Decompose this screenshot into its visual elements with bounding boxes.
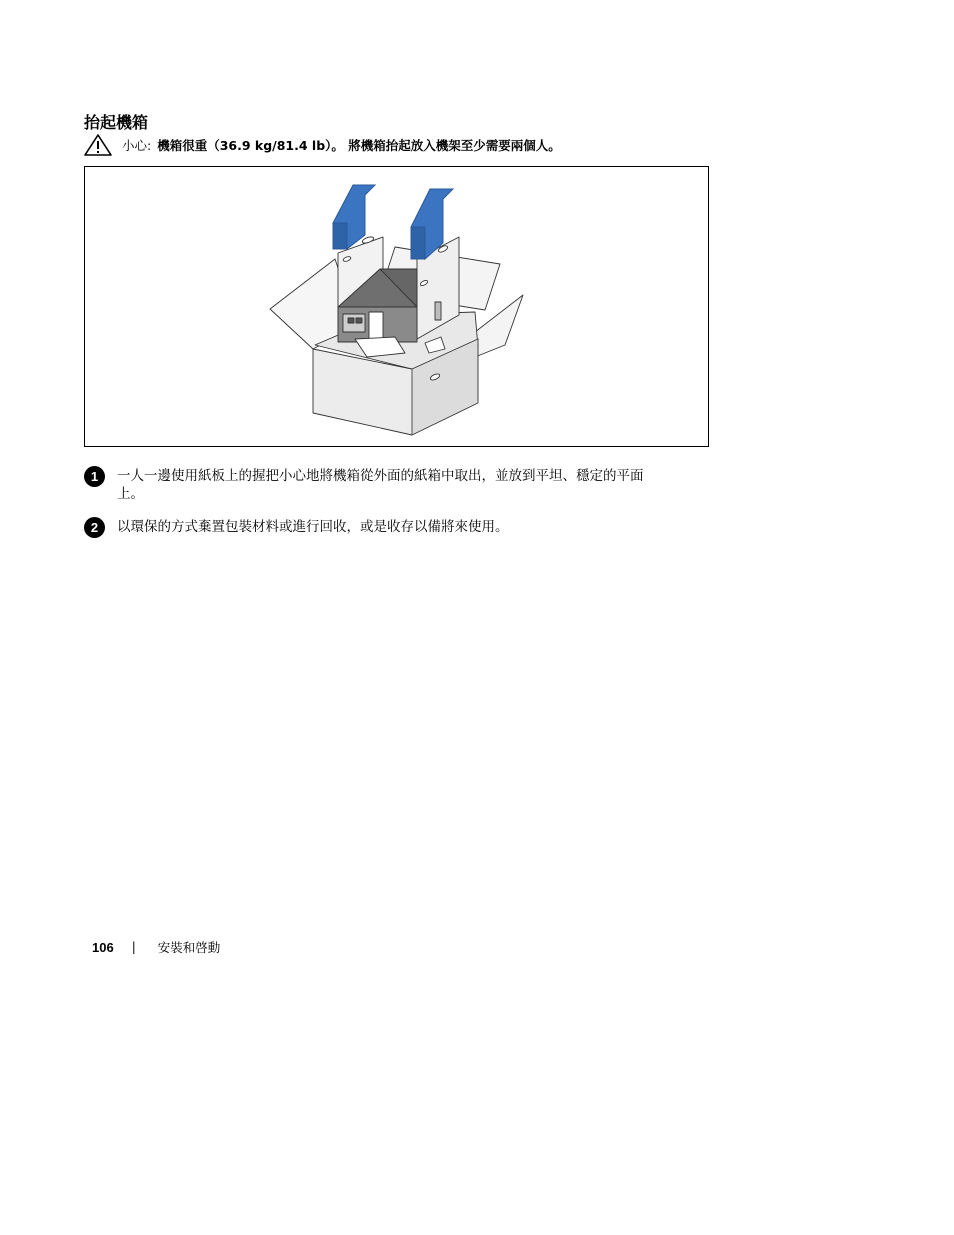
caution-note xyxy=(84,134,561,156)
page-footer xyxy=(92,938,220,956)
footer-separator: | xyxy=(131,940,136,954)
up-arrow-icon xyxy=(333,185,453,259)
caution-text: 機箱很重（36.9 kg/81.4 lb）。 將機箱抬起放入機架至少需要兩個人。 xyxy=(157,138,561,153)
step-text: 以環保的方式棄置包裝材料或進行回收，或是收存以備將來使用。 xyxy=(117,519,509,535)
box-lifting-figure xyxy=(84,166,709,447)
warning-triangle-icon xyxy=(84,134,112,156)
step-2 xyxy=(84,518,657,538)
step-number-badge: 2 xyxy=(84,517,105,538)
section-title: 抬起機箱 xyxy=(84,113,149,132)
step-number-badge: 1 xyxy=(84,466,105,487)
step-1 xyxy=(84,467,657,503)
chapter-title: 安裝和啓動 xyxy=(157,940,221,955)
page-number: 106 xyxy=(92,939,114,955)
step-text: 一人一邊使用紙板上的握把小心地將機箱從外面的紙箱中取出，並放到平坦、穩定的平面上。 xyxy=(117,468,644,502)
caution-label: 小心: xyxy=(122,138,152,153)
